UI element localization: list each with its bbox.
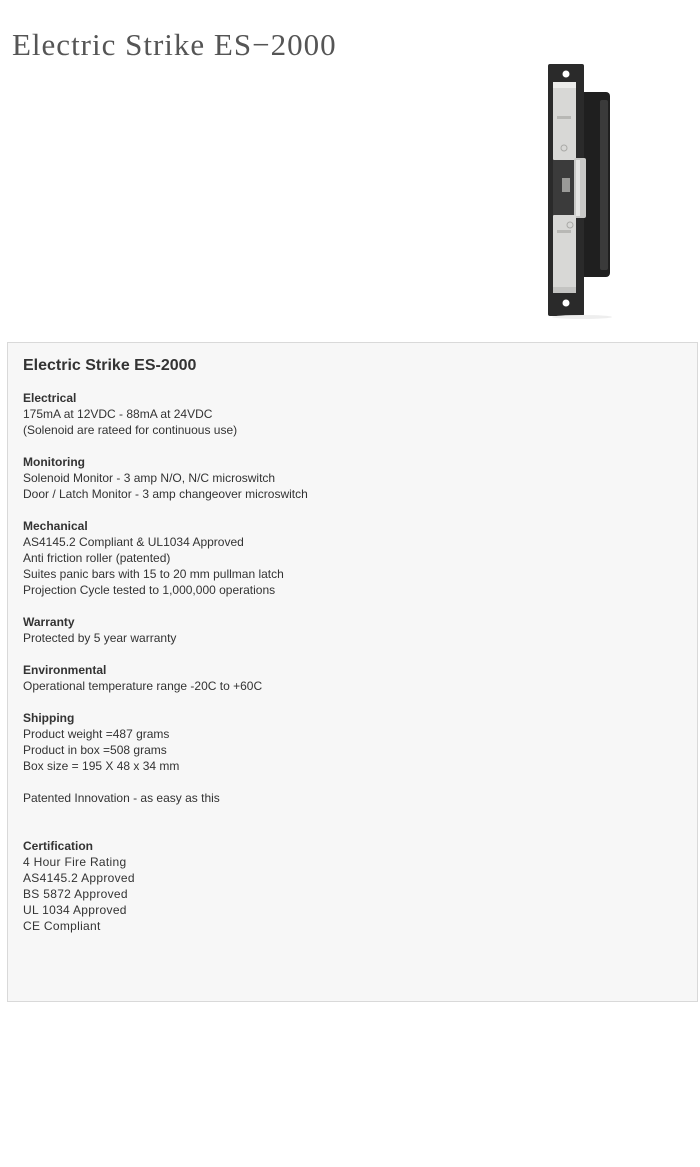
- spec-body: [23, 390, 683, 950]
- spec-line: BS 5872 Approved: [23, 887, 128, 901]
- tagline: Patented Innovation - as easy as this: [23, 791, 220, 805]
- section-heading: Mechanical: [23, 519, 88, 533]
- specification-panel: [7, 342, 698, 1002]
- spec-line: UL 1034 Approved: [23, 903, 127, 917]
- electric-strike-product-image: [540, 60, 615, 320]
- spec-line: Product weight =487 grams: [23, 727, 170, 741]
- section-environmental: [23, 662, 683, 694]
- section-heading: Shipping: [23, 711, 75, 725]
- spec-line: Door / Latch Monitor - 3 amp changeover microswitch: [23, 487, 308, 501]
- spec-line: (Solenoid are rateed for continuous use): [23, 423, 238, 437]
- page-title: Electric Strike ES−2000: [12, 27, 337, 62]
- spec-line: Suites panic bars with 15 to 20 mm pullman latch: [23, 567, 284, 581]
- section-monitoring: [23, 454, 683, 502]
- section-heading: Environmental: [23, 663, 107, 677]
- spec-line: CE Compliant: [23, 919, 101, 933]
- section-shipping: [23, 710, 683, 774]
- section-heading: Certification: [23, 839, 94, 853]
- spec-line: Product in box =508 grams: [23, 743, 167, 757]
- section-electrical: [23, 390, 683, 438]
- section-certification: [23, 838, 683, 934]
- spec-title: Electric Strike ES-2000: [23, 357, 197, 374]
- electric-strike-icon: [540, 60, 615, 320]
- spec-line: Anti friction roller (patented): [23, 551, 171, 565]
- spec-line: Solenoid Monitor - 3 amp N/O, N/C microswitch: [23, 471, 276, 485]
- spec-line: 4 Hour Fire Rating: [23, 855, 127, 869]
- section-heading: Monitoring: [23, 455, 85, 469]
- section-heading: Electrical: [23, 391, 77, 405]
- spec-line: Box size = 195 X 48 x 34 mm: [23, 759, 180, 773]
- spec-line: Protected by 5 year warranty: [23, 631, 177, 645]
- spec-line: Projection Cycle tested to 1,000,000 operations: [23, 583, 276, 597]
- section-heading: Warranty: [23, 615, 75, 629]
- spec-line: Operational temperature range -20C to +60C: [23, 679, 263, 693]
- spec-line: AS4145.2 Compliant & UL1034 Approved: [23, 535, 244, 549]
- section-warranty: [23, 614, 683, 646]
- spec-line: AS4145.2 Approved: [23, 871, 135, 885]
- spec-line: 175mA at 12VDC - 88mA at 24VDC: [23, 407, 213, 421]
- section-mechanical: [23, 518, 683, 598]
